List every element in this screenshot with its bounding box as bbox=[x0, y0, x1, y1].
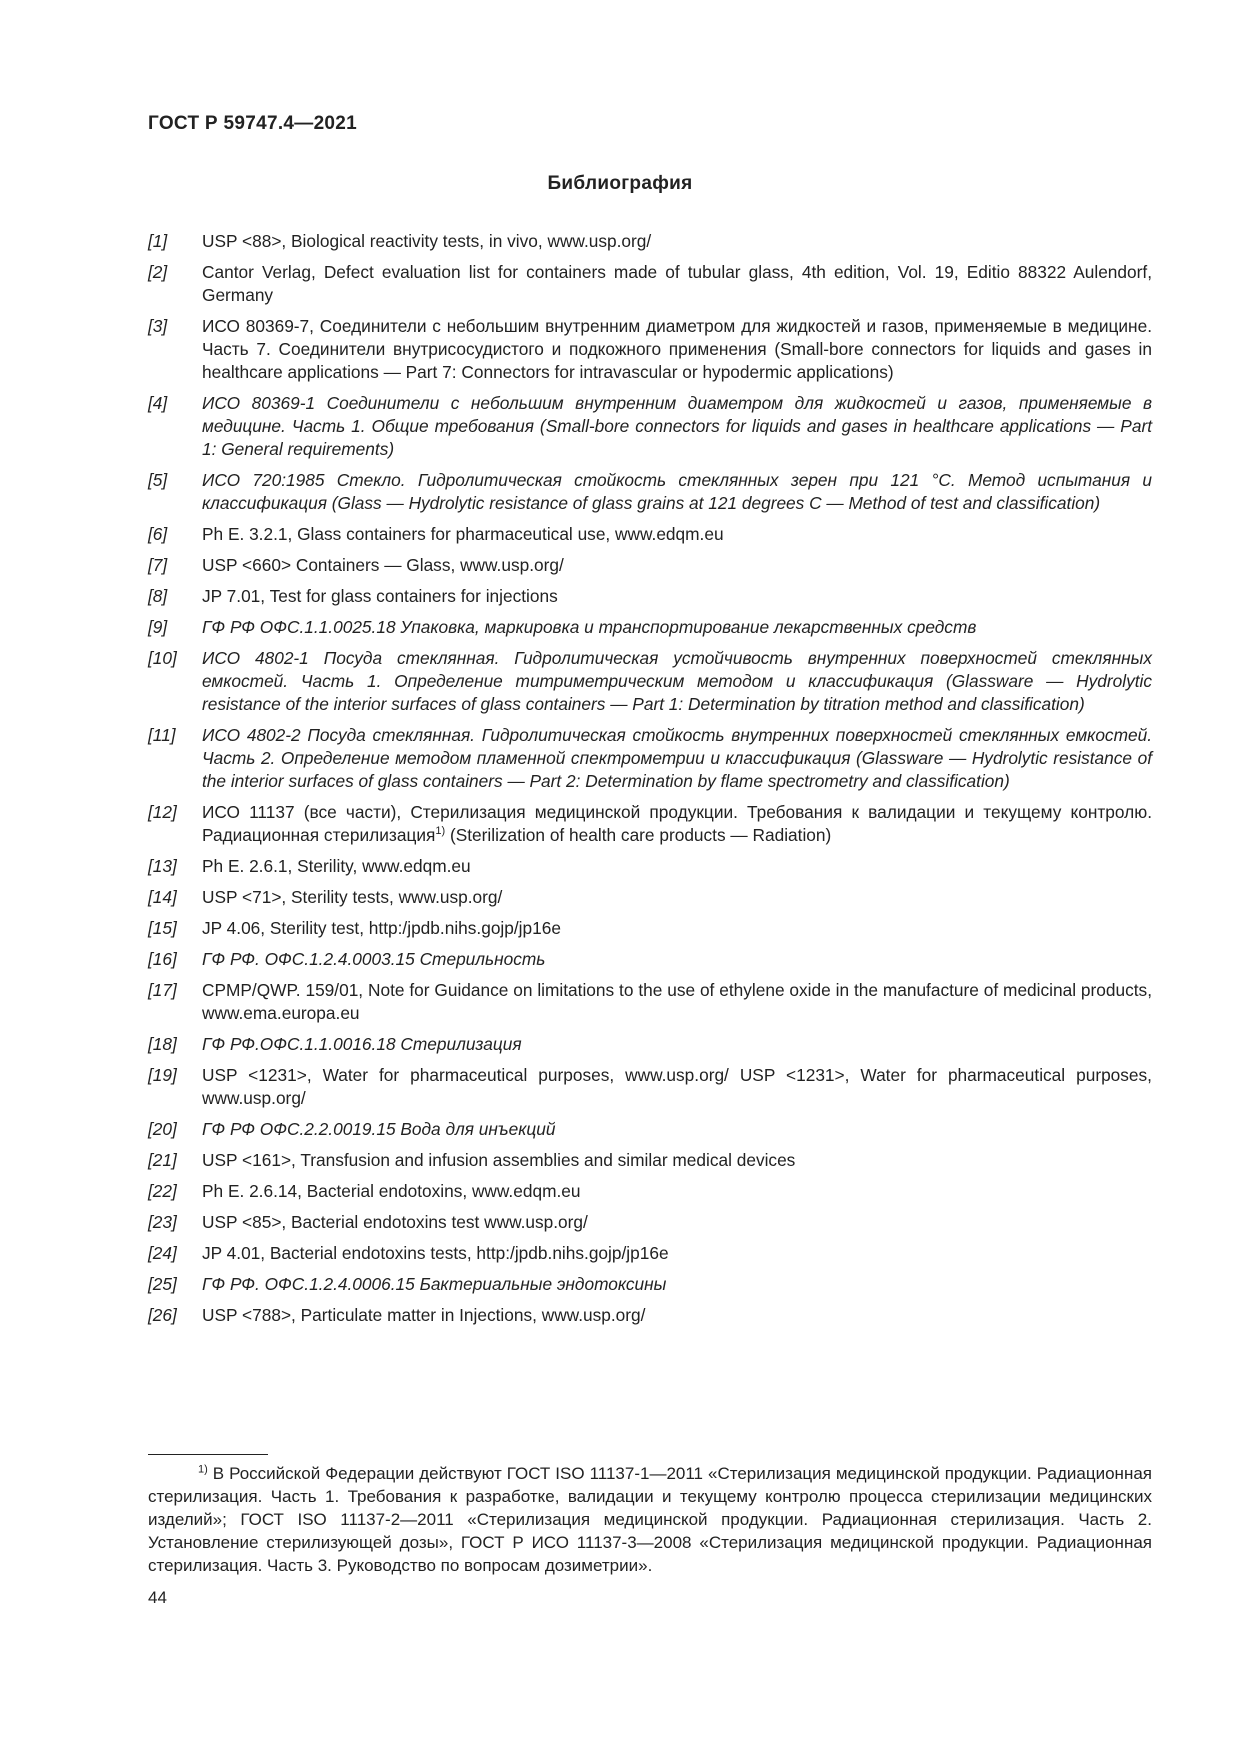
entry-text bbox=[202, 230, 1152, 253]
entry-text bbox=[202, 1180, 1152, 1203]
entry-number: [15] bbox=[148, 918, 177, 938]
entry-number: [21] bbox=[148, 1150, 177, 1170]
entry-text bbox=[202, 523, 1152, 546]
page-number: 44 bbox=[148, 1588, 167, 1607]
entry-number: [16] bbox=[148, 949, 177, 969]
entry-number: [10] bbox=[148, 648, 177, 668]
entry-text-main: JP 7.01, Test for glass containers for injections bbox=[202, 586, 558, 606]
entry-number: [4] bbox=[148, 393, 168, 413]
entry-text-main: ГФ РФ. ОФС.1.2.4.0006.15 Бактериальные эндотоксины bbox=[202, 1274, 667, 1294]
bibliography-entry bbox=[148, 1033, 1152, 1056]
entry-text bbox=[202, 1149, 1152, 1172]
entry-text-main: ИСО 80369-1 Соединители с небольшим внутренним диаметром для жидкостей и газов, применяемые в медицине. Часть 1. Общие требования (Small-bore connectors for liquids and gases in healthcare applications — Part 1: General requirements) bbox=[202, 393, 1152, 459]
bibliography-entry bbox=[148, 1273, 1152, 1296]
entry-number: [13] bbox=[148, 856, 177, 876]
bibliography-entry bbox=[148, 1242, 1152, 1265]
entry-text-main: JP 4.01, Bacterial endotoxins tests, http:/jpdb.nihs.gojp/jp16e bbox=[202, 1243, 669, 1263]
entry-text-main: USP <161>, Transfusion and infusion assemblies and similar medical devices bbox=[202, 1150, 796, 1170]
entry-text-main: ИСО 11137 (все части), Стерилизация медицинской продукции. Требования к валидации и текущему контролю. Радиационная стерилизация bbox=[202, 802, 1152, 845]
entry-text-main: ГФ РФ.ОФС.1.1.0016.18 Стерилизация bbox=[202, 1034, 522, 1054]
bibliography-list bbox=[148, 230, 1152, 1335]
entry-number: [25] bbox=[148, 1274, 177, 1294]
entry-number: [19] bbox=[148, 1065, 177, 1085]
entry-text-main: ГФ РФ ОФС.2.2.0019.15 Вода для инъекций bbox=[202, 1119, 556, 1139]
entry-number: [3] bbox=[148, 316, 168, 336]
footnote-divider bbox=[148, 1454, 268, 1455]
entry-text-main: ИСО 80369-7, Соединители с небольшим внутренним диаметром для жидкостей и газов, применяемые в медицине. Часть 7. Соединители внутрисосудистого и подкожного применения (Small-bore connectors for liquids and gases in healthcare applications — Part 7: Connectors for intravascular or hypodermic applications) bbox=[202, 316, 1152, 382]
entry-text-main: ИСО 4802-1 Посуда стеклянная. Гидролитическая устойчивость внутренних поверхностей стеклянных емкостей. Часть 1. Определение титриметрическим методом и классификация (Glassware — Hydrolytic resistance of the interior surfaces of glass containers — Part 1: Determination by titration method and classification) bbox=[202, 648, 1152, 714]
entry-text bbox=[202, 1064, 1152, 1110]
bibliography-entry bbox=[148, 1064, 1152, 1110]
entry-text-main: ИСО 720:1985 Стекло. Гидролитическая стойкость стеклянных зерен при 121 °С. Метод испытания и классификация (Glass — Hydrolytic resistance of glass grains at 121 degrees C — Method of test and classification) bbox=[202, 470, 1152, 513]
entry-text bbox=[202, 1242, 1152, 1265]
footnote bbox=[148, 1462, 1152, 1577]
entry-text bbox=[202, 886, 1152, 909]
entry-text bbox=[202, 554, 1152, 577]
bibliography-entry bbox=[148, 1180, 1152, 1203]
entry-text bbox=[202, 585, 1152, 608]
footnote-text: В Российской Федерации действуют ГОСТ ISO 11137-1—2011 «Стерилизация медицинской продукции. Радиационная стерилизация. Часть 1. Требования к разработке, валидации и текущему контролю процесса стерилизации медицинских изделий»; ГОСТ ISO 11137-2—2011 «Стерилизация медицинской продукции. Радиационная стерилизация. Часть 2. Установление стерилизующей дозы», ГОСТ Р ИСО 11137-3—2008 «Стерилизация медицинской продукции. Радиационная стерилизация. Часть 3. Руководство по вопросам дозиметрии». bbox=[148, 1464, 1152, 1575]
document-header: ГОСТ Р 59747.4—2021 bbox=[148, 113, 358, 134]
entry-text-main: JP 4.06, Sterility test, http:/jpdb.nihs.gojp/jp16e bbox=[202, 918, 561, 938]
entry-text-main: Cantor Verlag, Defect evaluation list for containers made of tubular glass, 4th edition, Vol. 19, Editio 88322 Aulendorf, Germany bbox=[202, 262, 1152, 305]
bibliography-entry bbox=[148, 554, 1152, 577]
bibliography-entry bbox=[148, 1211, 1152, 1234]
footnote-reference: 1) bbox=[435, 825, 446, 838]
entry-text-main: USP <88>, Biological reactivity tests, in vivo, www.usp.org/ bbox=[202, 231, 652, 251]
entry-text-main: USP <71>, Sterility tests, www.usp.org/ bbox=[202, 887, 503, 907]
bibliography-entry bbox=[148, 1118, 1152, 1141]
entry-text bbox=[202, 855, 1152, 878]
bibliography-entry bbox=[148, 948, 1152, 971]
bibliography-entry bbox=[148, 855, 1152, 878]
entry-text-main: CPMP/QWP. 159/01, Note for Guidance on limitations to the use of ethylene oxide in the manufacture of medicinal products, www.ema.europa.eu bbox=[202, 980, 1152, 1023]
entry-number: [1] bbox=[148, 231, 168, 251]
entry-text-main: Ph E. 2.6.1, Sterility, www.edqm.eu bbox=[202, 856, 471, 876]
entry-text bbox=[202, 979, 1152, 1025]
entry-text-main: ГФ РФ ОФС.1.1.0025.18 Упаковка, маркировка и транспортирование лекарственных средств bbox=[202, 617, 977, 637]
entry-text bbox=[202, 1118, 1152, 1141]
entry-number: [9] bbox=[148, 617, 168, 637]
bibliography-entry bbox=[148, 886, 1152, 909]
entry-text bbox=[202, 1211, 1152, 1234]
entry-text-main: Ph E. 2.6.14, Bacterial endotoxins, www.edqm.eu bbox=[202, 1181, 581, 1201]
entry-text bbox=[202, 1304, 1152, 1327]
entry-text-main: Ph E. 3.2.1, Glass containers for pharmaceutical use, www.edqm.eu bbox=[202, 524, 724, 544]
entry-text bbox=[202, 616, 1152, 639]
bibliography-entry bbox=[148, 392, 1152, 461]
entry-number: [7] bbox=[148, 555, 168, 575]
entry-number: [12] bbox=[148, 802, 177, 822]
entry-text bbox=[202, 724, 1152, 793]
bibliography-entry bbox=[148, 647, 1152, 716]
entry-number: [17] bbox=[148, 980, 177, 1000]
bibliography-entry bbox=[148, 230, 1152, 253]
entry-text bbox=[202, 801, 1152, 847]
entry-text bbox=[202, 1273, 1152, 1296]
entry-text-main: USP <660> Containers — Glass, www.usp.org/ bbox=[202, 555, 564, 575]
entry-text bbox=[202, 315, 1152, 384]
entry-text-main: USP <85>, Bacterial endotoxins test www.usp.org/ bbox=[202, 1212, 588, 1232]
entry-number: [14] bbox=[148, 887, 177, 907]
entry-text-main: ГФ РФ. ОФС.1.2.4.0003.15 Стерильность bbox=[202, 949, 546, 969]
bibliography-entry bbox=[148, 616, 1152, 639]
bibliography-entry bbox=[148, 261, 1152, 307]
bibliography-entry bbox=[148, 469, 1152, 515]
bibliography-entry bbox=[148, 724, 1152, 793]
entry-number: [26] bbox=[148, 1305, 177, 1325]
entry-text-main: USP <1231>, Water for pharmaceutical purposes, www.usp.org/ USP <1231>, Water for pharmaceutical purposes, www.usp.org/ bbox=[202, 1065, 1152, 1108]
entry-number: [24] bbox=[148, 1243, 177, 1263]
entry-text bbox=[202, 469, 1152, 515]
entry-text bbox=[202, 1033, 1152, 1056]
entry-number: [2] bbox=[148, 262, 168, 282]
page-title: Библиография bbox=[547, 173, 693, 194]
entry-number: [22] bbox=[148, 1181, 177, 1201]
entry-number: [11] bbox=[148, 725, 176, 745]
entry-text bbox=[202, 948, 1152, 971]
bibliography-entry bbox=[148, 523, 1152, 546]
footnote-marker: 1) bbox=[198, 1463, 208, 1476]
entry-number: [20] bbox=[148, 1119, 177, 1139]
entry-text bbox=[202, 261, 1152, 307]
entry-text-continued: (Sterilization of health care products — Radiation) bbox=[445, 825, 832, 845]
entry-text bbox=[202, 647, 1152, 716]
entry-text bbox=[202, 392, 1152, 461]
entry-number: [6] bbox=[148, 524, 168, 544]
entry-number: [23] bbox=[148, 1212, 177, 1232]
entry-number: [8] bbox=[148, 586, 168, 606]
bibliography-entry bbox=[148, 1149, 1152, 1172]
bibliography-entry bbox=[148, 585, 1152, 608]
bibliography-entry bbox=[148, 801, 1152, 847]
entry-text-main: ИСО 4802-2 Посуда стеклянная. Гидролитическая стойкость внутренних поверхностей стеклянных емкостей. Часть 2. Определение методом пламенной спектрометрии и классификация (Glassware — Hydrolytic resistance of the interior surfaces of glass containers — Part 2: Determination by flame spectrometry and classification) bbox=[202, 725, 1152, 791]
entry-text-main: USP <788>, Particulate matter in Injections, www.usp.org/ bbox=[202, 1305, 646, 1325]
entry-text bbox=[202, 917, 1152, 940]
entry-number: [5] bbox=[148, 470, 168, 490]
bibliography-entry bbox=[148, 979, 1152, 1025]
bibliography-entry bbox=[148, 1304, 1152, 1327]
bibliography-entry bbox=[148, 917, 1152, 940]
bibliography-entry bbox=[148, 315, 1152, 384]
entry-number: [18] bbox=[148, 1034, 177, 1054]
